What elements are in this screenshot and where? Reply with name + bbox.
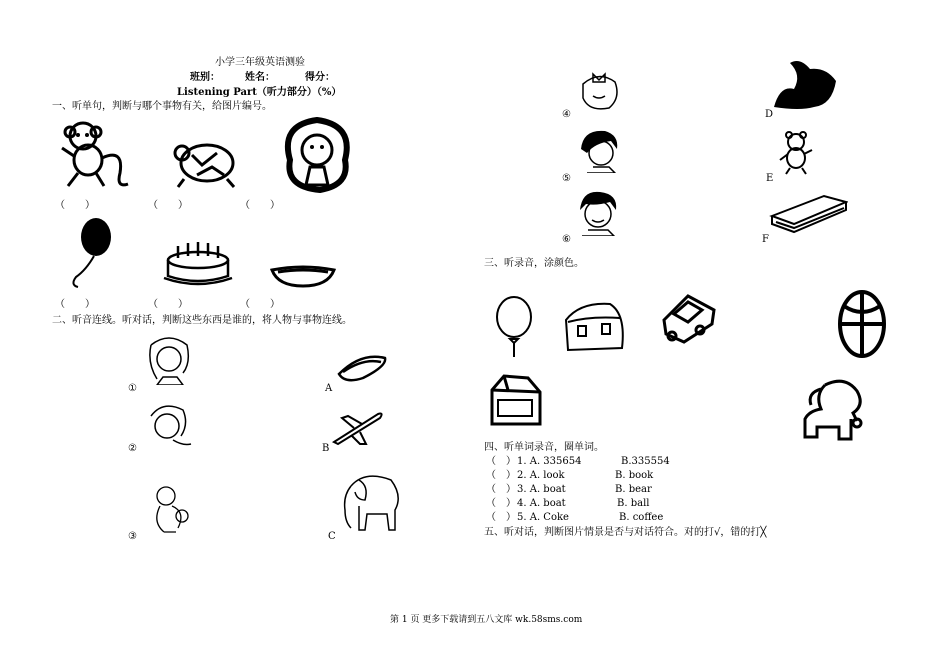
hotdog-picture <box>333 348 391 383</box>
monkey-picture <box>58 118 133 190</box>
q2-option-b[interactable]: B. book <box>615 470 654 481</box>
q2-paren[interactable]: （ ） <box>486 470 516 481</box>
page-footer: 第 1 页 更多下载请到五八文库 wk.58sms.com <box>390 615 583 625</box>
name-label: 姓名： <box>245 72 275 83</box>
balloon-outline-picture <box>493 295 535 359</box>
person-label-4: ④ <box>562 109 571 120</box>
boy-smiling-picture <box>572 188 624 236</box>
toy-car-picture <box>658 290 718 346</box>
answer-blank-3[interactable]: （ ） <box>240 200 280 211</box>
q3-option-a[interactable]: 3. A. boat <box>517 484 566 495</box>
q5-option-a[interactable]: 5. A. Coke <box>517 512 569 523</box>
thing-label-F: F <box>762 234 769 245</box>
boy-eating-picture <box>143 400 195 452</box>
q1-paren[interactable]: （ ） <box>486 456 516 467</box>
q4-option-a[interactable]: 4. A. boat <box>517 498 566 509</box>
section5-instruction: 五、听对话，判断图片情景是否与对话符合。对的打√，错的打╳ <box>484 527 767 538</box>
thing-label-A: A <box>325 383 333 394</box>
q5-option-b[interactable]: B. coffee <box>619 512 664 523</box>
answer-blank-4[interactable]: （ ） <box>55 299 95 310</box>
doll-girl-picture <box>280 115 355 193</box>
answer-blank-1[interactable]: （ ） <box>55 200 95 211</box>
thing-label-E: E <box>766 173 774 184</box>
thing-label-C: C <box>328 531 336 542</box>
girl-with-bow-picture <box>575 68 623 112</box>
girl-with-flower-picture <box>575 127 623 173</box>
turtle-picture <box>172 135 242 190</box>
answer-blank-6[interactable]: （ ） <box>240 299 280 310</box>
q5-paren[interactable]: （ ） <box>486 512 516 523</box>
milk-carton-picture <box>484 372 546 428</box>
person-label-5: ⑤ <box>562 173 571 184</box>
q2-option-a[interactable]: 2. A. look <box>517 470 565 481</box>
small-bear-picture <box>778 130 814 176</box>
boat-picture <box>268 262 338 288</box>
score-label: 得分： <box>305 72 335 83</box>
dog-picture <box>795 375 870 445</box>
ball-picture <box>836 288 888 360</box>
section3-instruction: 三、听录音，涂颜色。 <box>484 258 584 269</box>
book-picture <box>768 192 848 234</box>
q4-paren[interactable]: （ ） <box>486 498 516 509</box>
answer-blank-2[interactable]: （ ） <box>148 200 188 211</box>
airplane-picture <box>330 408 385 446</box>
child-with-monkey-picture <box>146 482 196 537</box>
q4-option-b[interactable]: B. ball <box>617 498 650 509</box>
q1-option-b[interactable]: B.335554 <box>621 456 670 467</box>
thing-label-D: D <box>765 109 774 120</box>
skunk-picture <box>770 55 840 113</box>
person-label-3: ③ <box>128 531 137 542</box>
listening-title: Listening Part（听力部分）（%） <box>177 87 342 98</box>
q3-paren[interactable]: （ ） <box>486 484 516 495</box>
section1-instruction: 一、听单句，判断与哪个事物有关，给图片编号。 <box>52 101 272 112</box>
balloon-picture <box>66 215 116 290</box>
school-bag-picture <box>560 300 630 354</box>
answer-blank-5[interactable]: （ ） <box>148 299 188 310</box>
person-label-1: ① <box>128 383 137 394</box>
q1-option-a[interactable]: 1. A. 335654 <box>517 456 582 467</box>
class-label: 班别： <box>190 72 220 83</box>
section4-instruction: 四、听单词录音，圈单词。 <box>484 442 604 453</box>
q3-option-b[interactable]: B. bear <box>615 484 652 495</box>
elephant-picture <box>335 466 405 536</box>
birthday-cake-picture <box>162 238 234 288</box>
person-label-6: ⑥ <box>562 234 571 245</box>
girl-long-hair-picture <box>143 333 195 385</box>
thing-label-B: B <box>322 443 330 454</box>
section2-instruction: 二、听音连线。听对话，判断这些东西是谁的，将人物与事物连线。 <box>52 315 352 326</box>
person-label-2: ② <box>128 443 137 454</box>
page-title: 小学三年级英语测验 <box>215 57 305 68</box>
